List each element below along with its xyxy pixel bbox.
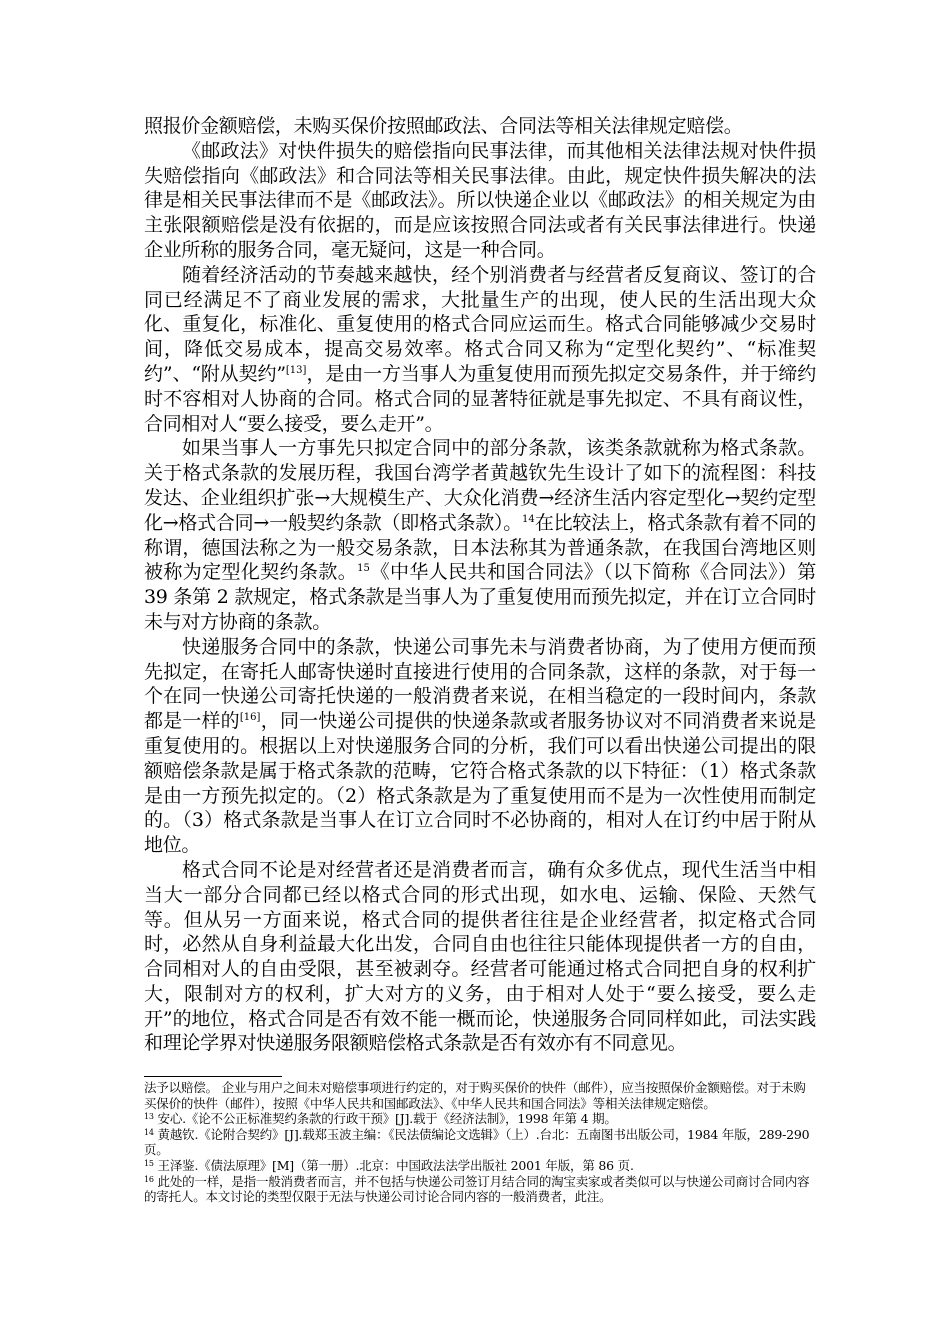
paragraph-3 — [144, 263, 816, 437]
body-text — [144, 114, 816, 1056]
footnote-15-number: 15 — [144, 1158, 154, 1168]
footnotes — [144, 1080, 816, 1205]
paragraph-4-text-a: 如果当事人一方事先只拟定合同中的部分条款，该类条款就称为格式条款。关于格式条款的发展历程，我国台湾学者黄越钦先生设计了如下的流程图：科技发达、企业组织扩张→大规模生产、大众化消费→经济生活内容定型化→契约定型化→格式合同→一般契约条款（即格式条款）。 — [144, 437, 816, 534]
paragraph-4 — [144, 436, 816, 634]
paragraph-1: 照报价金额赔偿，未购买保价按照邮政法、合同法等相关法律规定赔偿。 — [144, 115, 743, 137]
footnote-15-text: 王泽鉴.《债法原理》[M]（第一册）.北京：中国政法法学出版社 2001 年版，第 86 页. — [153, 1157, 634, 1173]
footnote-14 — [144, 1127, 816, 1158]
paragraph-3-text-b: ，是由一方当事人为重复使用而预先拟定交易条件，并于缔约时不容相对人协商的合同。格式合同的显著特征就是事先拟定、不具有商议性，合同相对人“要么接受，要么走开”。 — [144, 362, 816, 435]
paragraph-5 — [144, 635, 816, 858]
footnote-13-number: 13 — [144, 1112, 154, 1122]
citation-16: [16] — [239, 712, 261, 724]
footnote-ref-15: 15 — [357, 563, 370, 575]
footnote-13 — [144, 1111, 816, 1127]
paragraph-5-text-a: 快递服务合同中的条款，快递公司事先未与消费者协商，为了使用方便而预先拟定，在寄托人邮寄快递时直接进行使用的合同条款，这样的条款，对于每一个在同一快递公司寄托快递的一般消费者来说，在相当稳定的一段时间内，条款都是一样的 — [144, 635, 816, 733]
footnote-13-text: 安心.《论不公正标准契约条款的行政干预》[J].载于《经济法制》，1998 年第 4 期。 — [153, 1111, 617, 1127]
footnote-continuation: 法予以赔偿。 企业与用户之间未对赔偿事项进行约定的，对于购买保价的快件（邮件），应当按照保价金额赔偿。对于未购买保价的快件（邮件），按照《中华人民共和国邮政法》、《中华人民共和国合同法》等相关法律规定赔偿。 — [144, 1080, 806, 1111]
footnote-15 — [144, 1158, 816, 1174]
footnote-14-text: 黄越钦.《论附合契约》[J].载郑玉波主编：《民法债编论文选辑》（上）.台北：五南图书出版公司，1984 年版，289-290 页。 — [144, 1126, 810, 1158]
paragraph-2: 《邮政法》对快件损失的赔偿指向民事法律，而其他相关法律法规对快件损失赔偿指向《邮政法》和合同法等相关民事法律。由此，规定快件损失解决的法律是相关民事法律而不是《邮政法》。所以快递企业以《邮政法》的相关规定为由主张限额赔偿是没有依据的，而是应该按照合同法或者有关民事法律进行。快递企业所称的服务合同，毫无疑问，这是一种合同。 — [144, 139, 816, 261]
paragraph-4-text-c: 《中华人民共和国合同法》（以下简称《合同法》）第 39 条第 2 款规定，格式条款是当事人为了重复使用而预先拟定，并在订立合同时未与对方协商的条款。 — [144, 561, 816, 633]
footnote-16 — [144, 1174, 816, 1205]
footnote-ref-14: 14 — [522, 513, 535, 525]
footnote-14-number: 14 — [144, 1127, 154, 1137]
paragraph-5-text-b: ，同一快递公司提供的快递条款或者服务协议对不同消费者来说是重复使用的。根据以上对快递服务合同的分析，我们可以看出快递公司提出的限额赔偿条款是属于格式条款的范畴，它符合格式条款的以下特征：（1）格式条款是由一方预先拟定的。（2）格式条款是为了重复使用而不是为一次性使用而制定的。（3）格式条款是当事人在订立合同时不必协商的，相对人在订约中居于附从地位。 — [144, 710, 816, 857]
citation-13: [13] — [285, 364, 307, 376]
paragraph-3-text-a: 随着经济活动的节奏越来越快，经个别消费者与经营者反复商议、签订的合同已经满足不了商业发展的需求，大批量生产的出现，使人民的生活出现大众化、重复化，标准化、重复使用的格式合同应运而生。格式合同能够减少交易时间，降低交易成本，提高交易效率。格式合同又称为“定型化契约”、“标准契约”、“附从契约” — [144, 263, 816, 385]
footnote-16-number: 16 — [144, 1174, 154, 1184]
footnote-16-text: 此处的一样，是指一般消费者而言，并不包括与快递公司签订月结合同的淘宝卖家或者类似可以与快递公司商讨合同内容的寄托人。本文讨论的类型仅限于无法与快递公司讨论合同内容的一般消费者，此注。 — [144, 1173, 810, 1205]
paragraph-4-text-b: 在比较法上，格式条款有着不同的称谓，德国法称之为一般交易条款，日本法称其为普通条款，在我国台湾地区则被称为定型化契约条款。 — [144, 511, 816, 584]
paragraph-6: 格式合同不论是对经营者还是消费者而言，确有众多优点，现代生活当中相当大一部分合同都已经以格式合同的形式出现，如水电、运输、保险、天然气等。但从另一方面来说，格式合同的提供者往往是企业经营者，拟定格式合同时，必然从自身利益最大化出发，合同自由也往往只能体现提供者一方的自由，合同相对人的自由受限，甚至被剥夺。经营者可能通过格式合同把自身的权利扩大，限制对方的权利，扩大对方的义务，由于相对人处于“要么接受，要么走开”的地位，格式合同是否有效不能一概而论，快递服务合同同样如此，司法实践和理论学界对快递服务限额赔偿格式条款是否有效亦有不同意见。 — [144, 858, 816, 1055]
footnote-divider — [144, 1076, 282, 1077]
